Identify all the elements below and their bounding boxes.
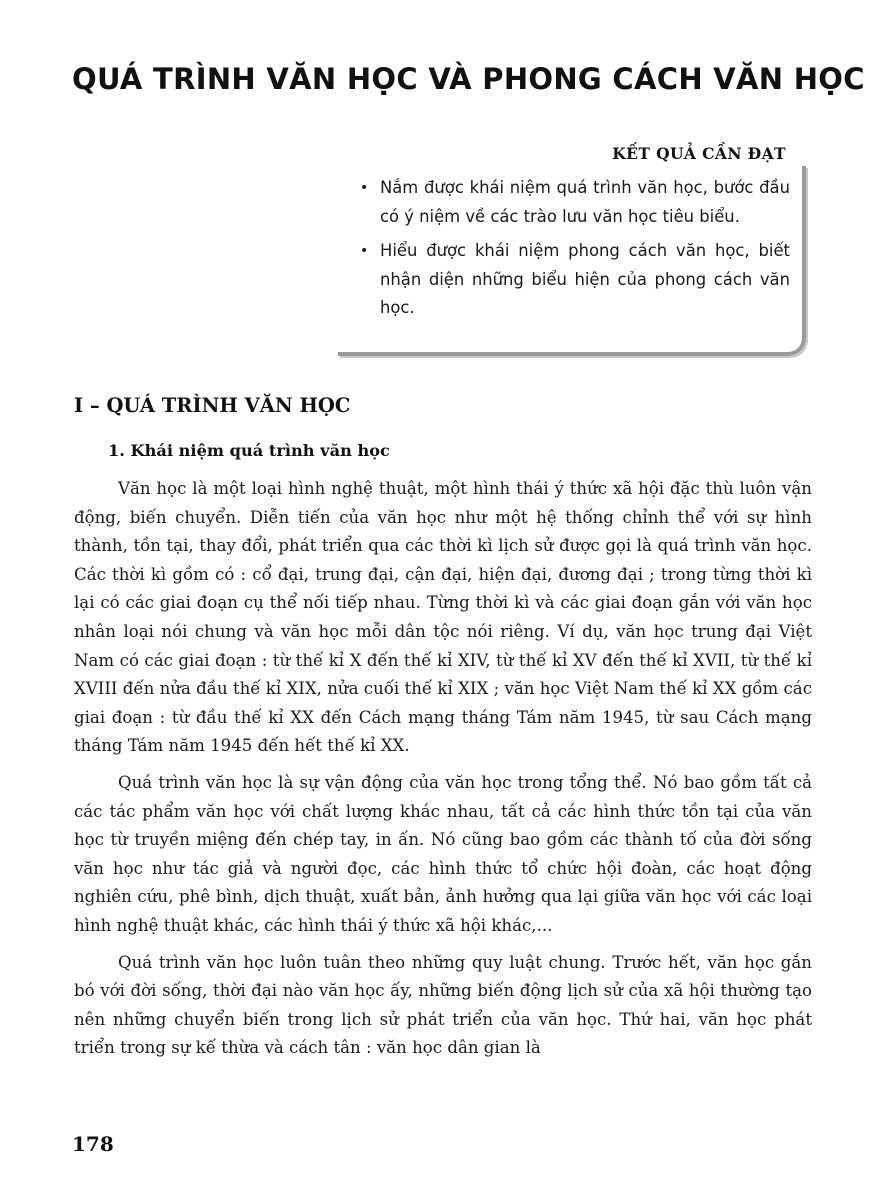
page-title: QUÁ TRÌNH VĂN HỌC VÀ PHONG CÁCH VĂN HỌC	[72, 62, 865, 96]
objectives-list	[360, 174, 790, 329]
subsection-heading: 1. Khái niệm quá trình văn học	[108, 441, 390, 460]
page-number: 178	[72, 1132, 114, 1156]
paragraph: Quá trình văn học là sự vận động của văn học trong tổng thể. Nó bao gồm tất cả các tác phẩm văn học với chất lượng khác nhau, tất cả các hình thức tồn tại của văn học từ truyền miệng đến chép tay, in ấn. Nó cũng bao gồm các thành tố của đời sống văn học như tác giả và người đọc, các hình thức tổ chức hội đoàn, các hoạt động nghiên cứu, phê bình, dịch thuật, xuất bản, ảnh hưởng qua lại giữa văn học với các loại hình nghệ thuật khác, các hình thái ý thức xã hội khác,...	[74, 772, 812, 935]
section-heading: I – QUÁ TRÌNH VĂN HỌC	[74, 394, 351, 417]
bullet-icon: •	[360, 243, 369, 259]
objective-item	[360, 237, 790, 323]
paragraph: Văn học là một loại hình nghệ thuật, một hình thái ý thức xã hội đặc thù luôn vận động, biến chuyển. Diễn tiến của văn học như một hệ thống chỉnh thể với sự hình thành, tồn tại, thay đổi, phát triển qua các thời kì lịch sử được gọi là quá trình văn học. Các thời kì gồm có : cổ đại, trung đại, cận đại, hiện đại, đương đại ; trong từng thời kì lại có các giai đoạn cụ thể nối tiếp nhau. Từng thời kì và các giai đoạn gắn với văn học nhân loại nói chung và văn học mỗi dân tộc nói riêng. Ví dụ, văn học trung đại Việt Nam có các giai đoạn : từ thế kỉ X đến thế kỉ XIV, từ thế kỉ XV đến thế kỉ XVII, từ thế kỉ XVIII đến nửa đầu thế kỉ XIX, nửa cuối thế kỉ XIX ; văn học Việt Nam thế kỉ XX gồm các giai đoạn : từ đầu thế kỉ XX đến Cách mạng tháng Tám năm 1945, từ sau Cách mạng tháng Tám năm 1945 đến hết thế kỉ XX.	[74, 479, 812, 756]
learning-objectives-box	[338, 138, 808, 352]
objectives-heading: KẾT QUẢ CẦN ĐẠT	[612, 144, 786, 163]
body-text	[74, 475, 812, 1071]
paragraph: Quá trình văn học luôn tuân theo những quy luật chung. Trước hết, văn học gắn bó với đời sống, thời đại nào văn học ấy, những biến động lịch sử của xã hội thường tạo nên những chuyển biến trong lịch sử phát triển của văn học. Thứ hai, văn học phát triển trong sự kế thừa và cách tân : văn học dân gian là	[74, 952, 812, 1058]
objective-text: Hiểu được khái niệm phong cách văn học, biết nhận diện những biểu hiện của phong cách văn học.	[380, 241, 790, 317]
objective-item	[360, 174, 790, 231]
bullet-icon: •	[360, 180, 369, 196]
objective-text: Nắm được khái niệm quá trình văn học, bước đầu có ý niệm về các trào lưu văn học tiêu biểu.	[380, 178, 790, 226]
